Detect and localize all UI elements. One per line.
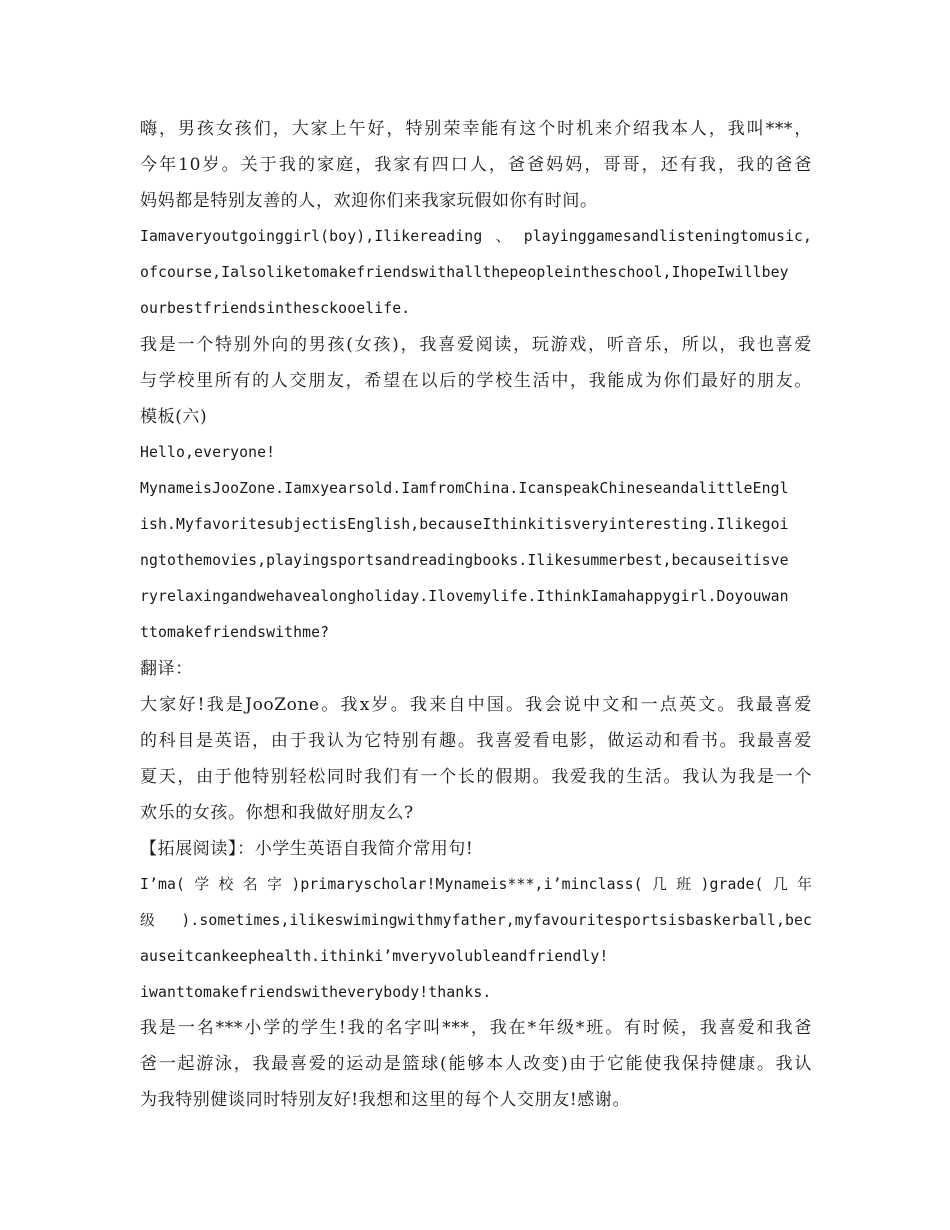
template-english-line-1: MynameisJooZone.Iamxyearsold.IamfromChina.IcanspeakChineseandalittleEngl (140, 480, 789, 497)
translation-line-2: 的科目是英语，由于我认为它特别有趣。我喜爱看电影，做运动和看书。我最喜爱 (140, 731, 812, 751)
intro-chinese-line-2: 今年10岁。关于我的家庭，我家有四口人，爸爸妈妈，哥哥，还有我，我的爸爸 (140, 155, 812, 175)
document-page (140, 111, 812, 1118)
phrases-english-line-3: auseitcankeephealth.ithinki’mveryvolubleandfriendly! (140, 948, 609, 965)
intro-translation-line-1: 我是一个特别外向的男孩(女孩)，我喜爱阅读，玩游戏，听音乐，所以，我也喜爱 (140, 335, 812, 355)
phrases-english-line-2: 级).sometimes,ilikeswimingwithmyfather,myfavouritesportsisbaskerball,bec (140, 912, 812, 929)
phrases-english-line-4: iwanttomakefriendswitheverybody!thanks. (140, 984, 492, 1001)
intro-english-line-2: ofcourse,Ialsoliketomakefriendswithallthepeopleintheschool,IhopeIwillbey (140, 264, 789, 281)
intro-english-line-1: Iamaveryoutgoinggirl(boy),Ilikereading、playinggamesandlisteningtomusic, (140, 228, 812, 245)
phrases-english-line-1: I’ma(学校名字)primaryscholar!Mynameis***,i’minclass(几班)grade(几年 (140, 876, 812, 893)
phrases-chinese-line-3: 为我特别健谈同时特别友好!我想和这里的每个人交朋友!感谢。 (140, 1090, 631, 1110)
template-english-line-5: ttomakefriendswithme? (140, 624, 330, 641)
intro-english-line-3: ourbestfriendsinthesckooelife. (140, 300, 411, 317)
phrases-chinese-line-2: 爸一起游泳，我最喜爱的运动是篮球(能够本人改变)由于它能使我保持健康。我认 (140, 1054, 812, 1074)
translation-heading: 翻译： (140, 659, 193, 679)
translation-line-3: 夏天，由于他特别轻松同时我们有一个长的假期。我爱我的生活。我认为我是一个 (140, 767, 812, 787)
template-english-line-2: ish.MyfavoritesubjectisEnglish,becauseIthinkitisveryinteresting.Ilikegoi (140, 516, 789, 533)
template-heading: 模板(六) (140, 407, 208, 427)
intro-chinese-line-3: 妈妈都是特别友善的人，欢迎你们来我家玩假如你有时间。 (140, 191, 598, 211)
extended-reading-heading: 【拓展阅读】：小学生英语自我简介常用句! (140, 839, 474, 859)
greeting-line: Hello,everyone! (140, 444, 276, 461)
translation-line-1: 大家好!我是JooZone。我x岁。我来自中国。我会说中文和一点英文。我最喜爱 (140, 695, 812, 715)
phrases-chinese-line-1: 我是一名***小学的学生!我的名字叫***，我在*年级*班。有时候，我喜爱和我爸 (140, 1018, 812, 1038)
template-english-line-3: ngtothemovies,playingsportsandreadingbooks.Ilikesummerbest,becauseitisve (140, 552, 789, 569)
translation-line-4: 欢乐的女孩。你想和我做好朋友么? (140, 803, 414, 823)
template-english-line-4: ryrelaxingandwehavealongholiday.Ilovemylife.IthinkIamahappygirl.Doyouwan (140, 588, 789, 605)
intro-translation-line-2: 与学校里所有的人交朋友，希望在以后的学校生活中，我能成为你们最好的朋友。 (140, 371, 812, 391)
intro-chinese-line-1: 嗨，男孩女孩们，大家上午好，特别荣幸能有这个时机来介绍我本人，我叫***， (140, 119, 812, 139)
